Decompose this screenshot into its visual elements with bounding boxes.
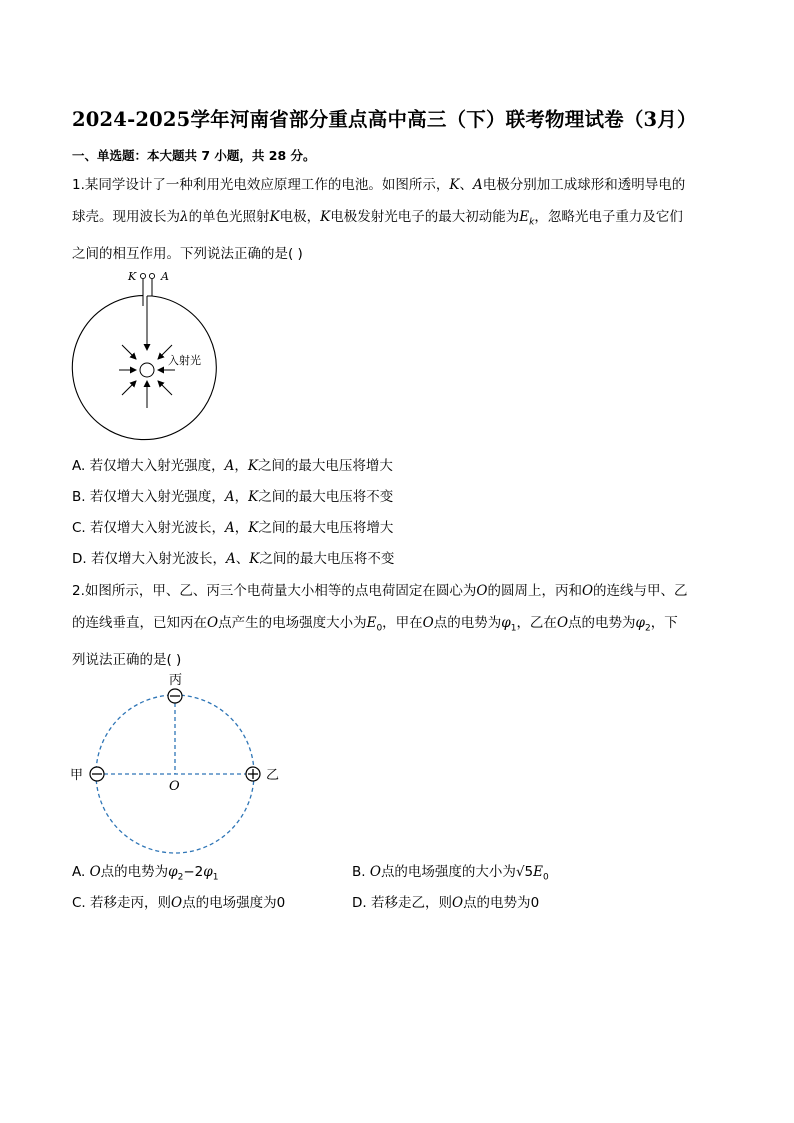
q1-option-C[interactable]: C. 若仅增大入射光波长，A，K之间的最大电压将增大 [72, 520, 394, 536]
q2-line-1: 2.如图所示，甲、乙、丙三个电荷量大小相等的点电荷固定在圆心为O的圆周上，丙和O的连线与甲、乙 [72, 583, 688, 599]
q2-line-3: 列说法正确的是( ) [72, 651, 182, 668]
q1-option-D[interactable]: D. 若仅增大入射光波长，A、K之间的最大电压将不变 [72, 551, 395, 567]
inner-sphere-K [140, 363, 154, 377]
label-bing: 丙 [169, 673, 183, 688]
q2-option-D[interactable]: D. 若移走乙，则O点的电势为0 [352, 895, 540, 911]
label-K: K [128, 270, 137, 283]
label-O: O [169, 779, 180, 794]
terminal-K [140, 273, 145, 278]
q1-figure-photocell [70, 266, 230, 446]
question-1-stem [72, 170, 724, 270]
section-heading: 一、单选题：本大题共 7 小题，共 28 分。 [72, 148, 316, 163]
q2-figure-charges-circle [66, 668, 296, 858]
q1-option-A[interactable]: A. 若仅增大入射光强度，A，K之间的最大电压将增大 [72, 458, 393, 474]
label-incident-light: 入射光 [168, 354, 201, 367]
label-yi: 乙 [266, 768, 280, 783]
q1-line-3: 之间的相互作用。下列说法正确的是( ) [72, 245, 303, 262]
q2-option-A[interactable]: A. O点的电势为$\varphi_2-2\varphi_1$ [72, 864, 219, 883]
q1-option-B[interactable]: B. 若仅增大入射光强度，A，K之间的最大电压将不变 [72, 489, 394, 505]
terminal-A [149, 273, 154, 278]
label-A: A [161, 270, 169, 283]
page-title: 2024-2025学年河南省部分重点高中高三（下）联考物理试卷（3月） [72, 108, 697, 131]
q1-line-1: 1.某同学设计了一种利用光电效应原理工作的电池。如图所示，K、A电极分别加工成球形和透明导电的 [72, 177, 686, 193]
q2-option-C[interactable]: C. 若移走丙，则O点的电场强度为0 [72, 895, 286, 911]
q2-line-2: 的连线垂直，已知丙在O点产生的电场强度大小为$E_0$，甲在O点的电势为$\varphi_1$，乙在O点的电势为$\varphi_2$，下 [72, 614, 678, 634]
label-jia: 甲 [70, 768, 84, 783]
question-2-stem [72, 576, 724, 676]
q1-line-2: 球壳。现用波长为λ的单色光照射K电极，K电极发射光电子的最大初动能为$E_k$，忽略光电子重力及它们 [72, 208, 683, 228]
q2-option-B[interactable]: B. O点的电场强度的大小为$√5E_0$ [352, 864, 549, 883]
